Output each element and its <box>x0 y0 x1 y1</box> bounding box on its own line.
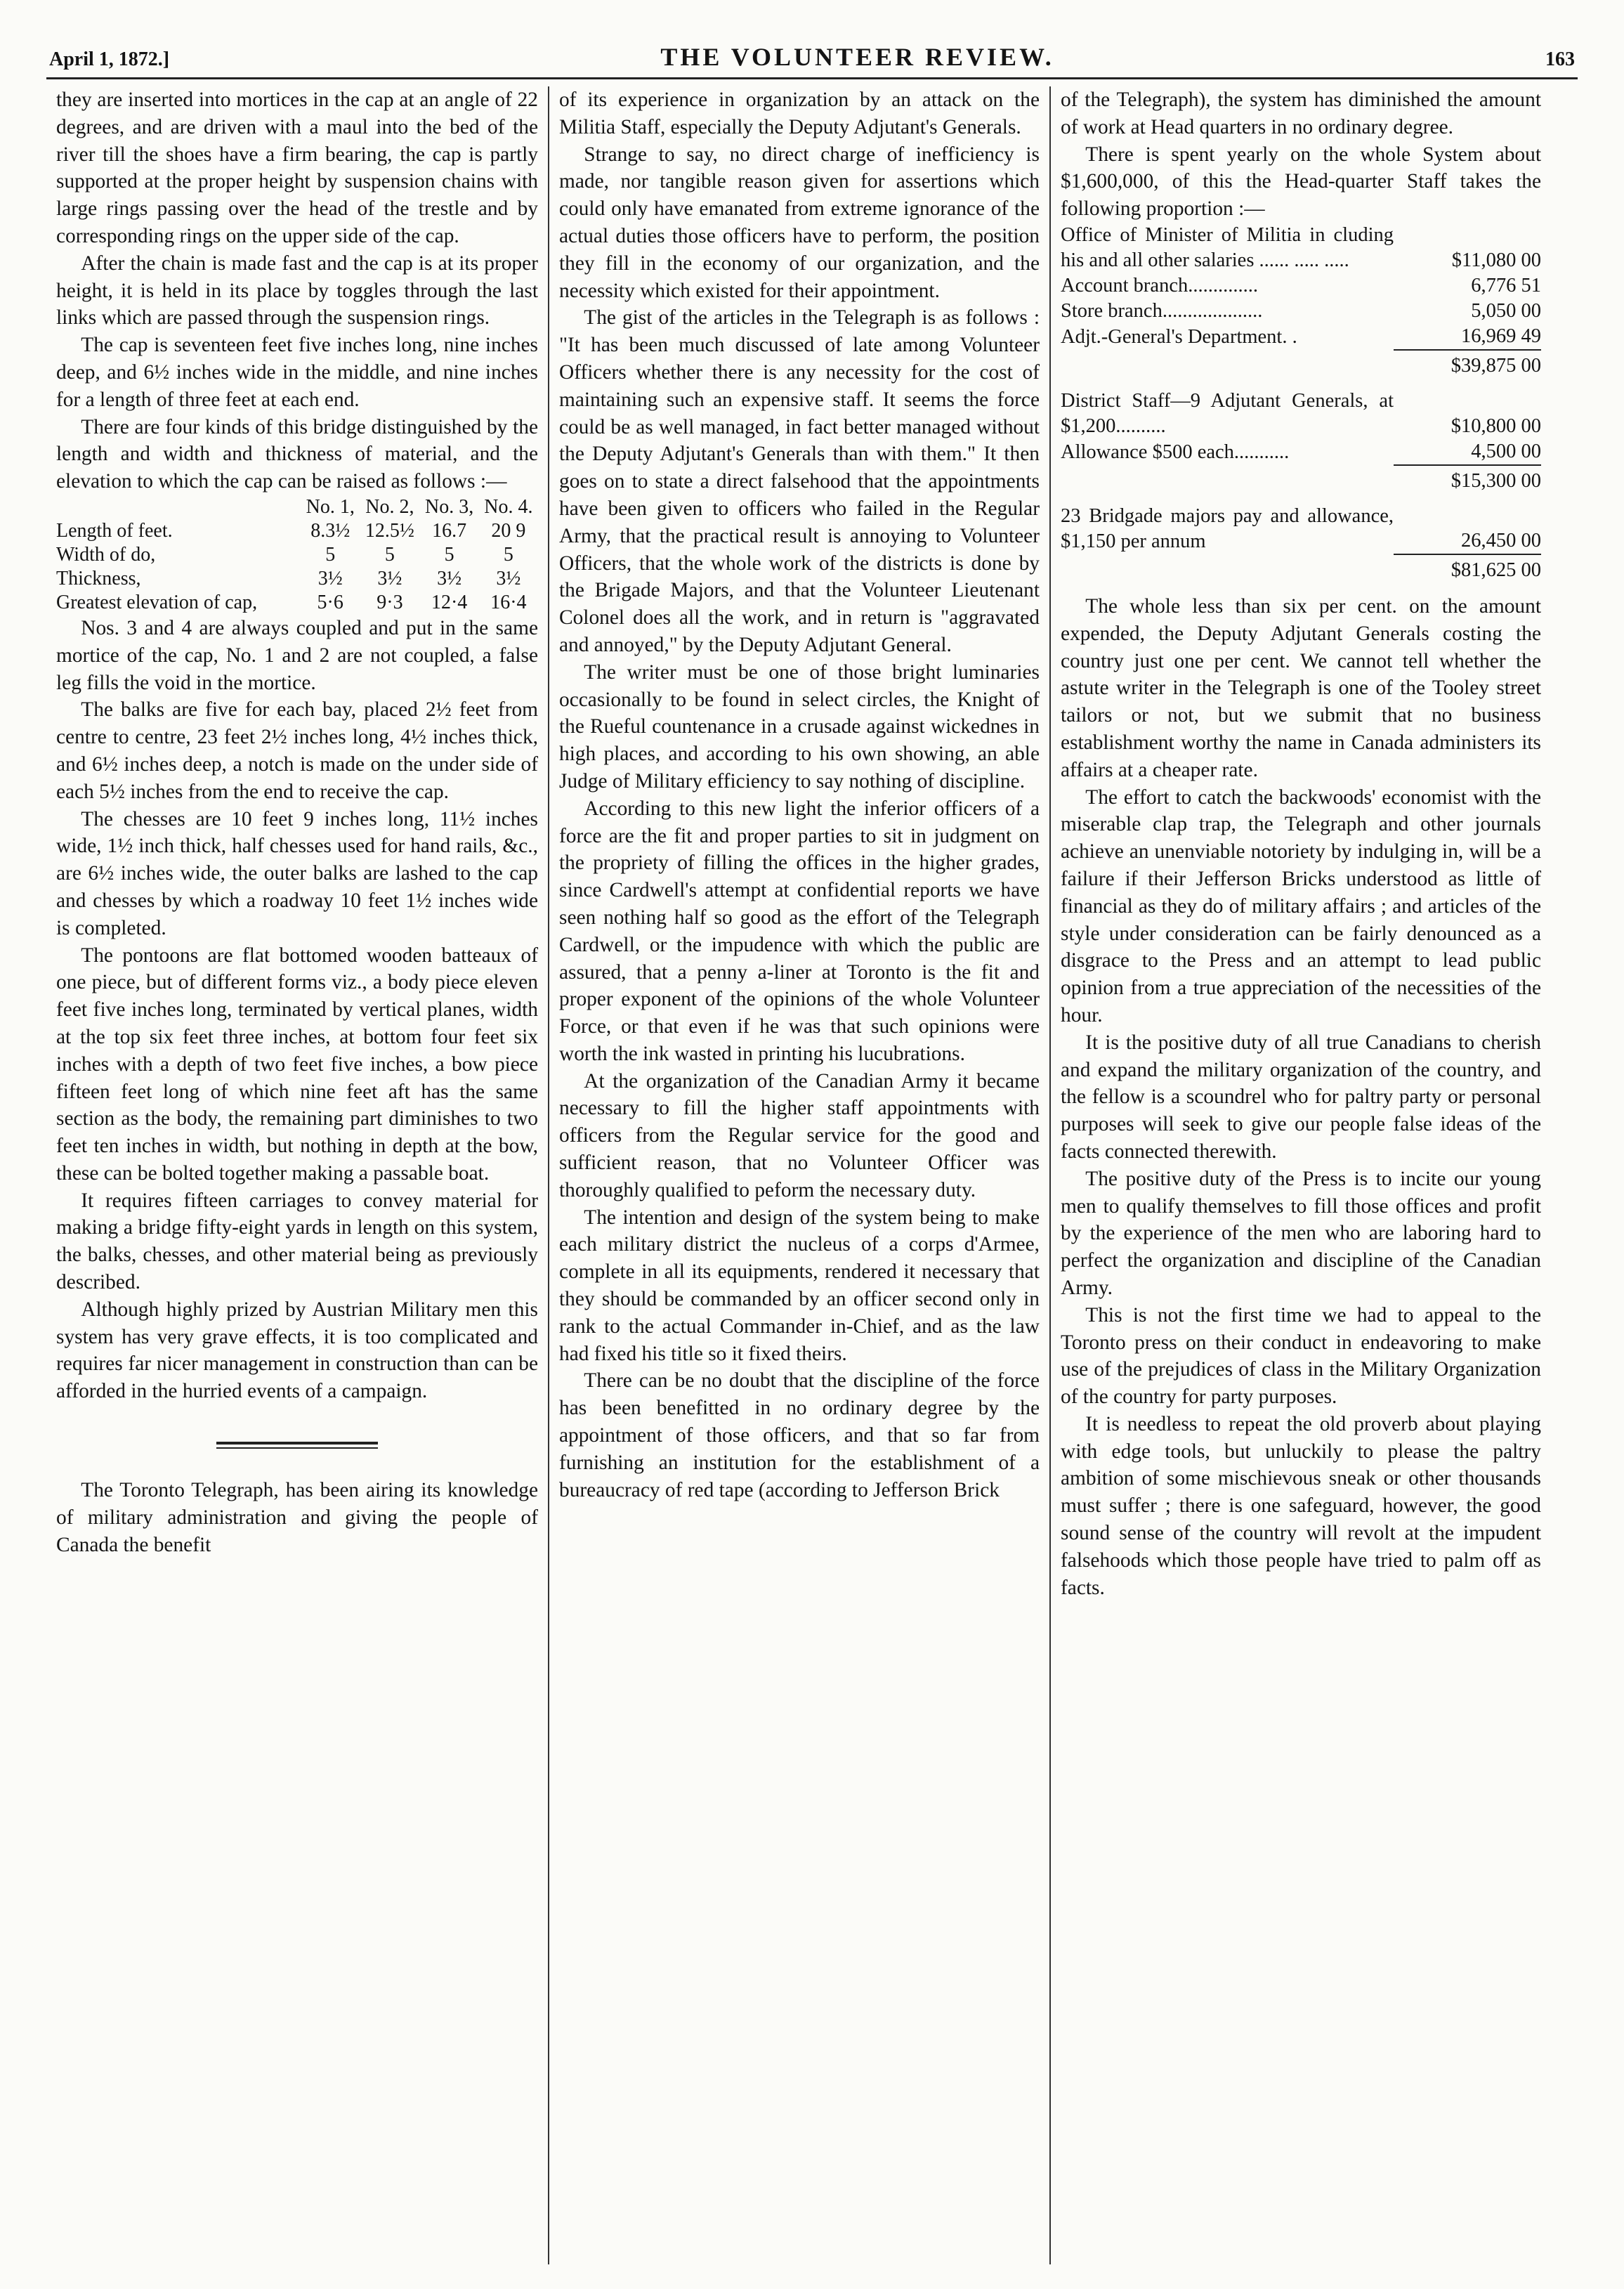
specs-cell: 3½ <box>317 567 343 589</box>
specs-cell: 16·4 <box>490 591 527 613</box>
specs-row-label: Thickness, <box>56 567 141 589</box>
paragraph: At the organization of the Canadian Army it became necessary to fill the higher staff appointments with officers from the Regular service for the good and sufficient reason, that no Volunteer Officer was thoroughly qualified to peform the necessary duty. <box>559 1069 1040 1201</box>
column-3 <box>1049 86 1551 2264</box>
column-1 <box>46 86 548 2264</box>
account-row <box>1061 324 1541 350</box>
bridge-specs-table <box>56 495 538 615</box>
account-label: Office of Minister of Militia in cluding his and all other salaries ...... ..... ..... <box>1061 223 1394 271</box>
specs-cell: 12·4 <box>431 591 468 613</box>
specs-cell: 3½ <box>377 567 402 589</box>
paragraph: The intention and design of the system being to make each military district the nucleus of a corps d'Armee, complete in all its equipments, rendered it necessary that they should be commanded by an officer second only in rank to the actual Commander in-Chief, and as the law had fixed his title so it fixed theirs. <box>559 1206 1040 1365</box>
specs-cell: 20 9 <box>491 519 526 542</box>
specs-cell: 3½ <box>437 567 462 589</box>
paragraph: of its experience in organization by an attack on the Militia Staff, especially the Deputy Adjutant's Generals. <box>559 89 1040 138</box>
table-row <box>56 519 538 543</box>
account-row <box>1061 299 1541 324</box>
account-row <box>1061 223 1541 273</box>
column-2 <box>548 86 1049 2264</box>
paragraph: The positive duty of the Press is to incite our young men to qualify themselves to fill those offices and profit by the experience of the men who are laboring hard to perfect the organization and discipline of the Canadian Army. <box>1061 1167 1541 1299</box>
paragraph: This is not the first time we had to appeal to the Toronto press on their conduct in endeavoring to make use of the prejudices of class in the Military Organization of the country for party purposes. <box>1061 1303 1541 1409</box>
account-total-row <box>1061 465 1541 494</box>
account-amount: $81,625 00 <box>1394 554 1541 583</box>
paragraph: Nos. 3 and 4 are always coupled and put in the same mortice of the cap, No. 1 and 2 are not coupled, a false leg fills the void in the mortice. <box>56 616 538 694</box>
account-row <box>1061 439 1541 465</box>
spacer-row <box>1061 583 1541 593</box>
paragraph: The balks are five for each bay, placed 2½ feet from centre to centre, 23 feet 2½ inches long, 4½ inches thick, and 6½ inches deep, a notch is made on the under side of each 5½ inches from the end to receive the cap. <box>56 698 538 803</box>
account-amount: 26,450 00 <box>1461 529 1541 552</box>
paragraph: There can be no doubt that the discipline of the force has been benefitted in no ordinary degree by the appointment of those officers, and that so far from furnishing an institution for the establishment of a bureaucracy of red tape (according to Jefferson Brick <box>559 1369 1040 1501</box>
specs-cell: 9·3 <box>376 591 403 613</box>
specs-cell: 3½ <box>496 567 521 589</box>
specs-header-cell <box>56 495 301 519</box>
specs-cell: 5 <box>325 543 336 566</box>
specs-cell: 5 <box>384 543 395 566</box>
page-number: 163 <box>1545 48 1575 70</box>
table-row <box>56 567 538 591</box>
specs-header-cell: No. 1, <box>306 495 355 518</box>
publication-title: THE VOLUNTEER REVIEW. <box>660 43 1054 71</box>
account-row <box>1061 273 1541 299</box>
account-amount: 5,050 00 <box>1471 299 1541 322</box>
account-amount: 6,776 51 <box>1471 274 1541 296</box>
account-label <box>1061 554 1394 583</box>
paragraph: they are inserted into mortices in the cap at an angle of 22 degrees, and are driven with a maul into the bed of the river till the shoes have a firm bearing, the cap is partly supported at the proper height by suspension chains with large rings passing over the head of the trestle and by corresponding rings on the upper side of the cap. <box>56 89 538 247</box>
column-3-text <box>1061 86 1541 223</box>
paragraph: It is the positive duty of all true Canadians to cherish and expand the military organization of the country, and the fellow is a scoundrel who for paltry party or personal purposes will seek to give our people false ideas of the facts connected therewith. <box>1061 1031 1541 1163</box>
page-header <box>46 42 1578 79</box>
column-1-text-continued <box>56 615 538 1405</box>
account-label <box>1061 465 1394 494</box>
account-row <box>1061 504 1541 554</box>
paragraph: The pontoons are flat bottomed wooden batteaux of one piece, but of different forms viz., a body piece eleven feet five inches long, terminated by vertical planes, width at the top six feet three inches, at bottom four feet six inches with a depth of two feet five inches, a bow piece fifteen feet long of which nine feet aft has the same section as the body, the remaining part diminishes to two feet ten inches in width, but nothing in depth at the bow, these can be bolted together making a passable boat. <box>56 944 538 1185</box>
specs-header-cell: No. 2, <box>365 495 414 518</box>
account-total-row <box>1061 554 1541 583</box>
account-label: Store branch.................... <box>1061 299 1263 322</box>
article-columns <box>46 86 1578 2264</box>
paragraph: The cap is seventeen feet five inches long, nine inches deep, and 6½ inches wide in the middle, and nine inches for a length of three feet at each end. <box>56 334 538 411</box>
specs-header-row <box>56 495 538 519</box>
account-label: Allowance $500 each........... <box>1061 441 1290 463</box>
paragraph: There are four kinds of this bridge distinguished by the length and width and thickness of material, and the elevation to which the cap can be raised as follows :— <box>56 415 538 493</box>
specs-header-cell: No. 3, <box>425 495 474 518</box>
paragraph: According to this new light the inferior officers of a force are the fit and proper parties to sit in judgment on the propriety of filling the offices in the higher grades, since Cardwell's attempt at confidential reports we have seen nothing half so good as the effort of the Telegraph Cardwell, or the impudence with which the public are assured, that a penny a-liner at Toronto is the fit and proper exponent of the opinions of the whole Volunteer Force, or that even if he was that such opinions were worth the ink wasted in printing his lucubrations. <box>559 797 1040 1065</box>
account-label: Account branch.............. <box>1061 274 1258 296</box>
specs-cell: 5 <box>503 543 513 566</box>
specs-cell: 5 <box>444 543 454 566</box>
paragraph: The Toronto Telegraph, has been airing its knowledge of military administration and giving the people of Canada the benefit <box>56 1479 538 1556</box>
paragraph: of the Telegraph), the system has diminished the amount of work at Head quarters in no ordinary degree. <box>1061 89 1541 138</box>
issue-date: April 1, 1872.] <box>49 48 170 70</box>
paragraph: Although highly prized by Austrian Military men this system has very grave effects, it is too complicated and requires far nicer management in construction than can be afforded in the hurried events of a campaign. <box>56 1298 538 1403</box>
account-amount: $15,300 00 <box>1394 465 1541 494</box>
paragraph: The writer must be one of those bright luminaries occasionally to be found in select circles, the Knight of the Rueful countenance in a crusade against wickednes in high places, and according to his own showing, an able Judge of Military efficiency to say nothing of discipline. <box>559 660 1040 793</box>
paragraph: Strange to say, no direct charge of inefficiency is made, nor tangible reason given for assertions which could only have emanated from extreme ignorance of the actual duties those officers have to perform, the position they fill in the economy of our organization, and the necessity which existed for their appointment. <box>559 143 1040 302</box>
account-label: Adjt.-General's Department. . <box>1061 325 1297 348</box>
column-1-text <box>56 86 538 495</box>
account-amount: 16,969 49 <box>1461 325 1541 347</box>
paragraph: It requires fifteen carriages to convey material for making a bridge fifty-eight yards in length on this system, the balks, chesses, and other material being as previously described. <box>56 1189 538 1294</box>
paragraph: The whole less than six per cent. on the amount expended, the Deputy Adjutant Generals costing the country just one per cent. We cannot tell whether the astute writer in the Telegraph is one of the Tooley street tailors or not, but we submit that no business establishment worthy the name in Canada administers its affairs at a cheaper rate. <box>1061 594 1541 781</box>
column-2-text <box>559 86 1040 1504</box>
paragraph: The effort to catch the backwoods' economist with the miserable clap trap, the Telegraph and other journals achieve an unenviable notoriety by indulging in, will be a failure if their Jefferson Bricks understood as little of financial as they do of military affairs ; and articles of the style under consideration can be fairly denounced as a disgrace to the Press and an attempt to lead public opinion from a true appreciation of the necessities of the hour. <box>1061 785 1541 1026</box>
table-row <box>56 543 538 567</box>
telegraph-article-start <box>56 1477 538 1558</box>
specs-row-label: Width of do, <box>56 543 156 566</box>
paragraph: It is needless to repeat the old proverb about playing with edge tools, but unluckily to please the paltry ambition of some mischievous sneak or other thousands must suffer ; there is one safeguard, however, the good sound sense of the country will revolt at the impudent falsehoods which those people have tried to palm off as facts. <box>1061 1412 1541 1599</box>
specs-cell: 8.3½ <box>310 519 351 542</box>
account-label: 23 Bridgade majors pay and allowance, $1,150 per annum <box>1061 504 1394 552</box>
specs-cell: 5·6 <box>317 591 343 613</box>
spacer-row <box>1061 379 1541 389</box>
account-amount: $39,875 00 <box>1394 350 1541 379</box>
specs-cell: 16.7 <box>432 519 467 542</box>
account-label: District Staff—9 Adjutant Generals, at $1,200.......... <box>1061 389 1394 437</box>
staff-expenditure-table <box>1061 223 1541 593</box>
paragraph: After the chain is made fast and the cap is at its proper height, it is held in its place by toggles through the last links which are passed through the suspension rings. <box>56 252 538 330</box>
specs-cell: 12.5½ <box>365 519 414 542</box>
paragraph: The gist of the articles in the Telegraph is as follows : "It has been much discussed of late among Volunteer Officers whether there is any necessity for the cost of maintaining such an expensive staff. It seems the force could be as well managed, in fact better managed without the Deputy Adjutant's Generals than with them." It then goes on to state a direct falsehood that the appointments have been given to officers who failed in the Regular Army, that the practical result is annoying to Volunteer Officers, that the whole work of the districts is done by the Brigade Majors, and that the Volunteer Lieutenant Colonel does all the work, and in return is "aggravated and annoyed," by the Deputy Adjutant General. <box>559 306 1040 656</box>
account-amount: $10,800 00 <box>1451 415 1541 437</box>
column-3-text-continued <box>1061 593 1541 1601</box>
specs-row-label: Length of feet. <box>56 519 173 542</box>
specs-body <box>56 519 538 615</box>
spacer-row <box>1061 494 1541 504</box>
section-divider <box>216 1442 378 1449</box>
paragraph: There is spent yearly on the whole System about $1,600,000, of this the Head-quarter Staff takes the following proportion :— <box>1061 143 1541 221</box>
paragraph: The chesses are 10 feet 9 inches long, 11½ inches wide, 1½ inch thick, half chesses used for hand rails, &c., are 6½ inches wide, the outer balks are lashed to the cap and chesses by which a roadway 10 feet 1½ inches wide is completed. <box>56 807 538 939</box>
account-amount: $11,080 00 <box>1451 249 1541 271</box>
table-row <box>56 591 538 615</box>
specs-header-cell: No. 4. <box>484 495 533 518</box>
specs-row-label: Greatest elevation of cap, <box>56 591 258 613</box>
account-label <box>1061 350 1394 379</box>
account-row <box>1061 389 1541 439</box>
account-total-row <box>1061 350 1541 379</box>
account-amount: 4,500 00 <box>1471 440 1541 462</box>
